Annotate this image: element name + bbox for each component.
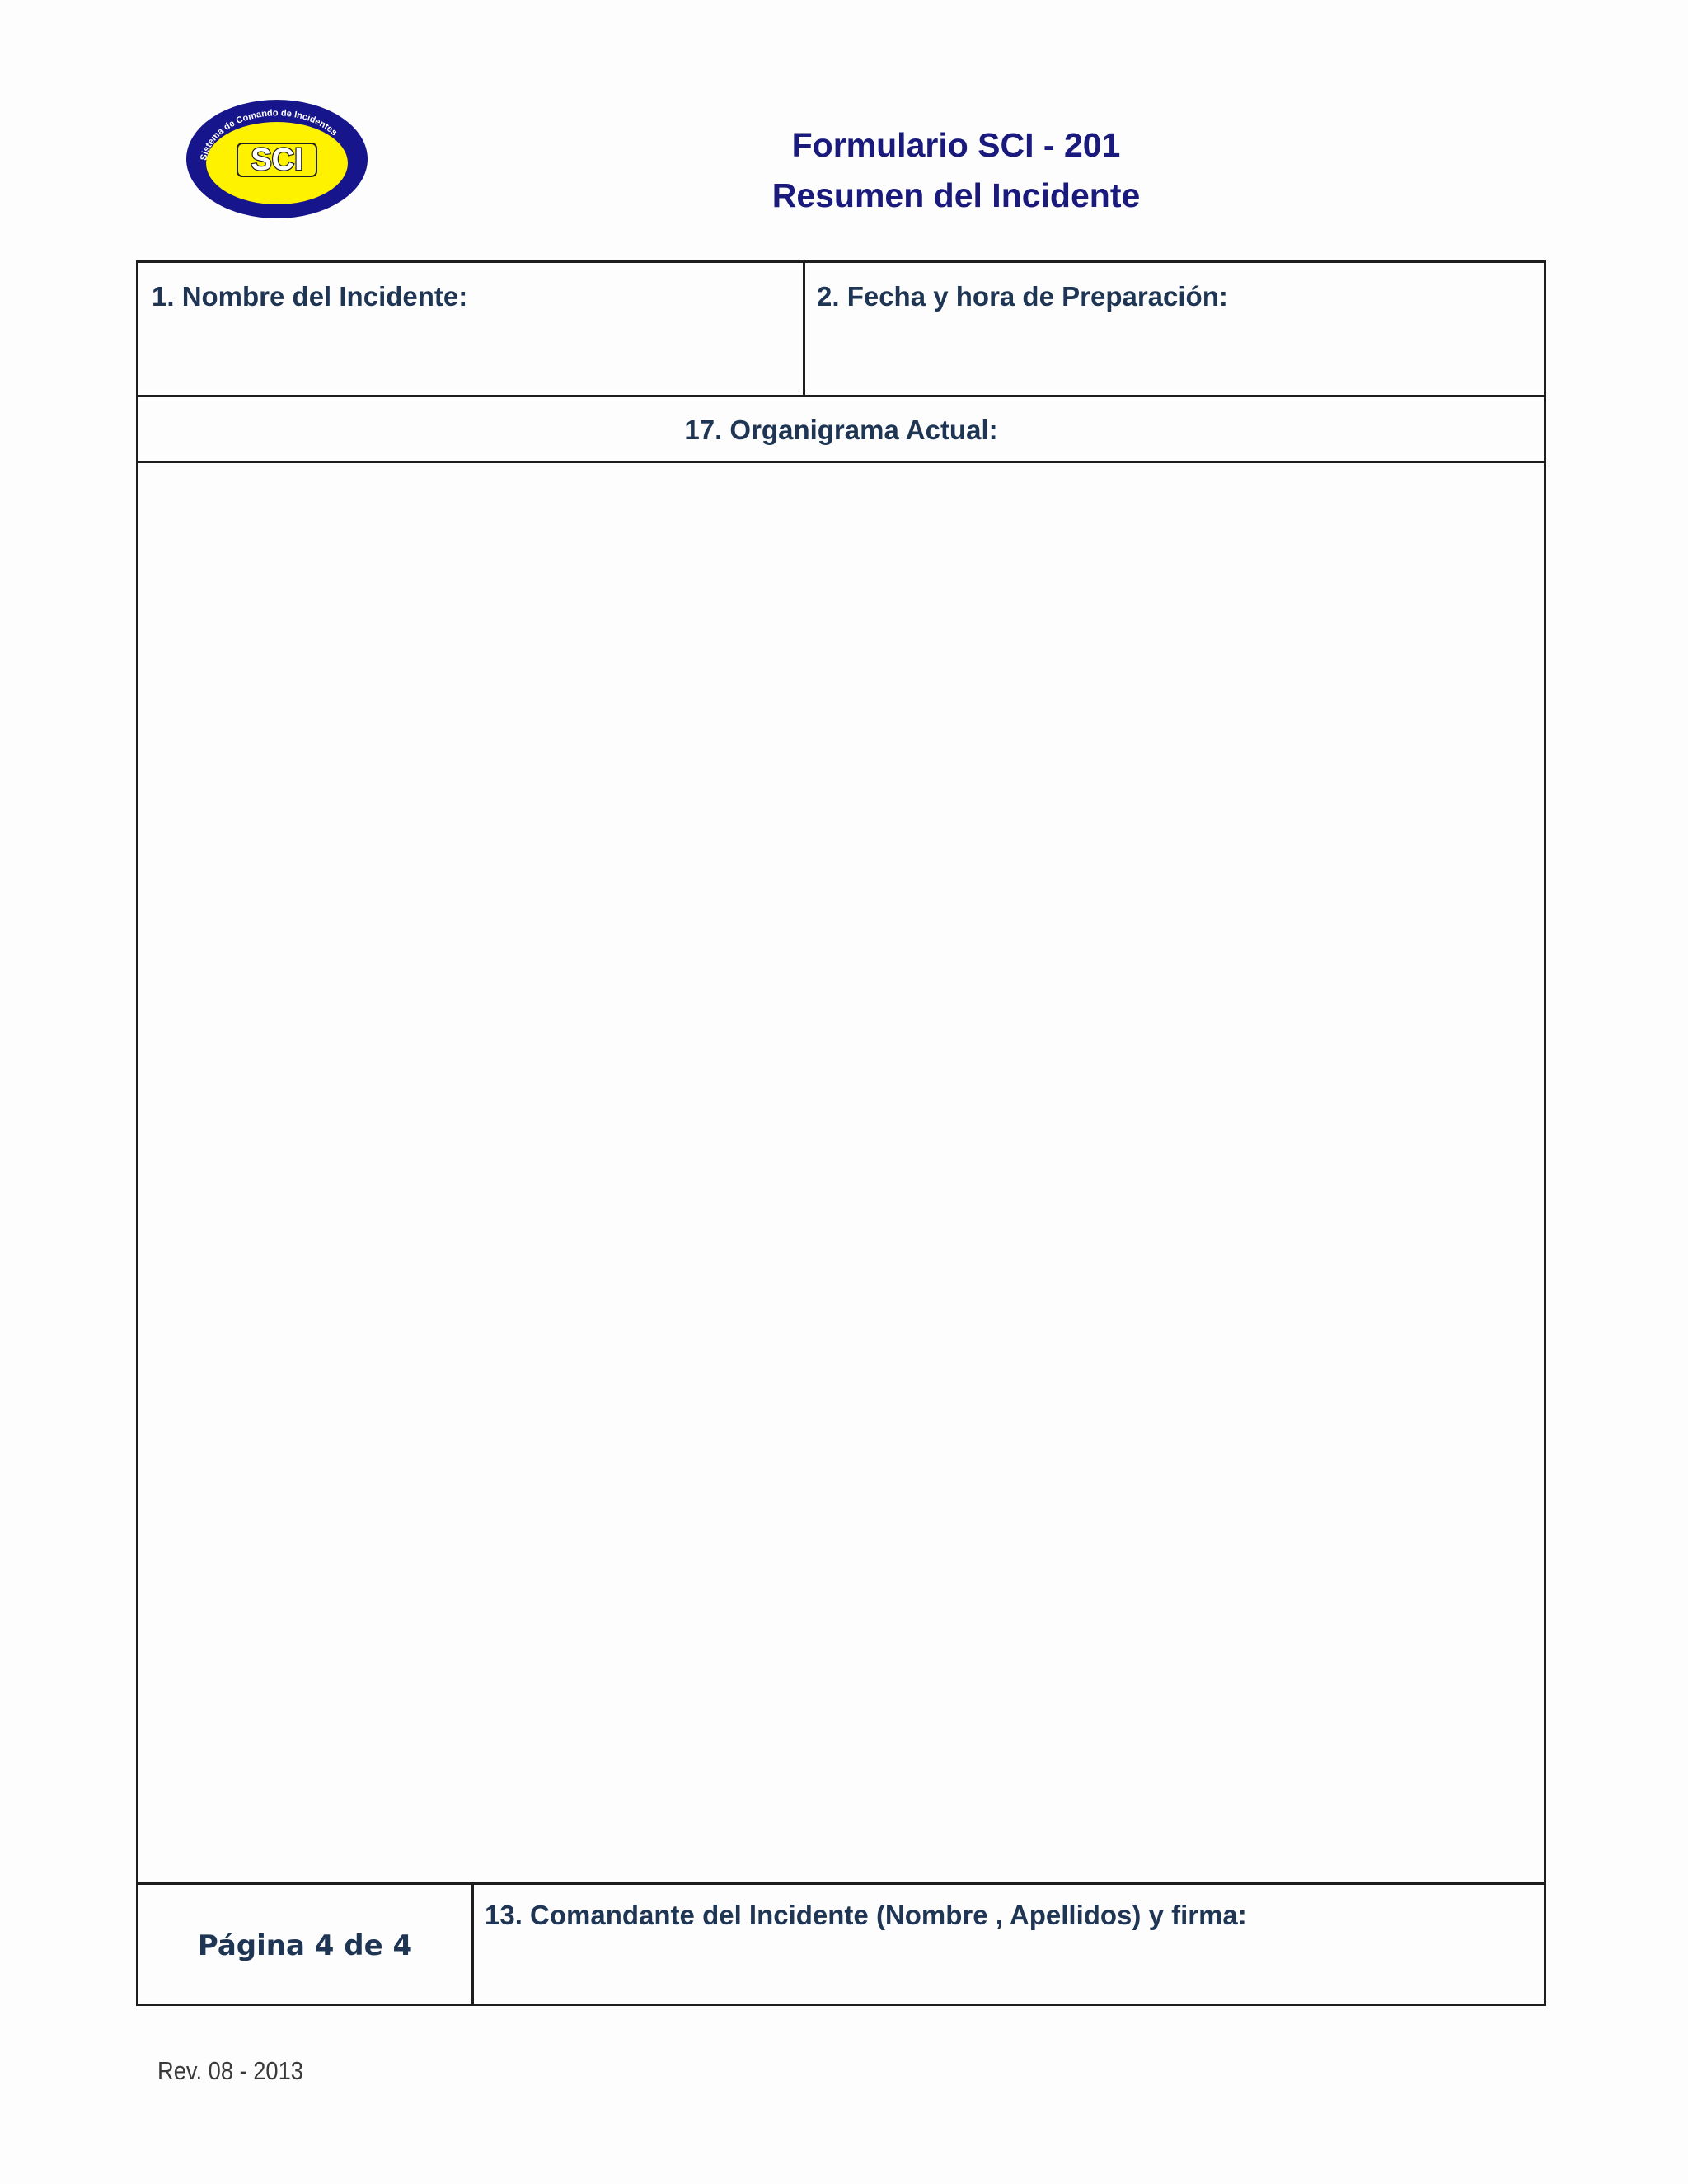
form-title-line1: Formulario SCI - 201 xyxy=(791,126,1121,164)
page-indicator: Página 4 de 4 xyxy=(197,1929,413,1962)
prep-datetime-field[interactable] xyxy=(805,263,1544,395)
sci-logo xyxy=(185,97,369,221)
org-chart-label: 17. Organigrama Actual: xyxy=(684,415,998,445)
prep-datetime-label: 2. Fecha y hora de Preparación: xyxy=(817,281,1228,312)
logo-badge-text: SCI xyxy=(251,143,303,177)
logo-ring-text: Sistema de Comando de Incidentes xyxy=(199,108,340,162)
form-table xyxy=(136,260,1546,2006)
commander-field[interactable] xyxy=(474,1885,1544,2004)
incident-name-field[interactable] xyxy=(138,263,803,395)
form-title xyxy=(626,120,1286,221)
incident-name-label: 1. Nombre del Incidente: xyxy=(152,281,468,312)
revision-footer: Rev. 08 - 2013 xyxy=(157,2056,303,2085)
row1-bottom-border xyxy=(138,395,1544,397)
org-chart-area[interactable] xyxy=(138,463,1544,1882)
sci-logo-graphic xyxy=(185,97,369,221)
form-title-line2: Resumen del Incidente xyxy=(771,176,1141,214)
commander-label: 13. Comandante del Incidente (Nombre , Apellidos) y firma: xyxy=(485,1900,1247,1930)
